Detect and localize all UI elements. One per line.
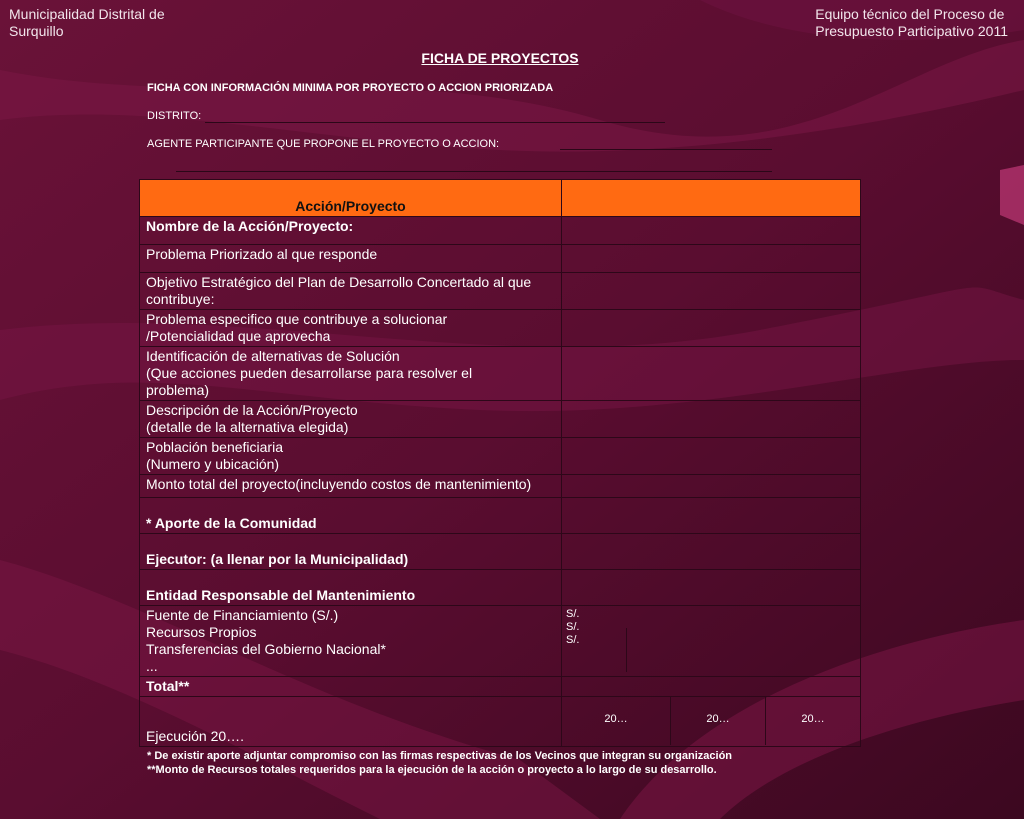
table-row (140, 677, 861, 697)
year-1[interactable]: 20… (562, 697, 671, 745)
footnote-1: * De existir aporte adjuntar compromiso con las firmas respectivas de los Vecinos que integran su organización (147, 750, 733, 762)
header-cell (140, 180, 562, 217)
fuente-line1: Fuente de Financiamiento (S/.) (146, 607, 339, 623)
team-line2: Presupuesto Participativo 2011 (815, 23, 1008, 39)
table-row (140, 570, 861, 606)
year-2[interactable]: 20… (671, 697, 766, 745)
soles-divider (626, 628, 627, 672)
ejecutor-label: Ejecutor: (a llenar por la Municipalidad) (140, 534, 562, 570)
problema-priorizado-value[interactable] (562, 245, 861, 273)
objetivo-label (140, 273, 562, 310)
ejecucion-years (562, 697, 861, 747)
table-row (140, 498, 861, 534)
descripcion-line1: Descripción de la Acción/Proyecto (146, 402, 358, 418)
municipality-line2: Surquillo (9, 23, 64, 39)
identificacion-value[interactable] (562, 347, 861, 401)
soles-propios: S/. (566, 608, 580, 620)
agente-underline-2 (176, 171, 772, 172)
descripcion-line2: (detalle de la alternativa elegida) (146, 419, 349, 435)
objetivo-value[interactable] (562, 273, 861, 310)
problema-especifico-label (140, 310, 562, 347)
table-row (140, 475, 861, 498)
aporte-label: * Aporte de la Comunidad (140, 498, 562, 534)
agente-label: AGENTE PARTICIPANTE QUE PROPONE EL PROYECTO O ACCION: (147, 138, 500, 150)
soles-transferencias: S/. (566, 621, 580, 633)
table-header-row (140, 180, 861, 217)
fuente-label (140, 606, 562, 677)
agente-underline (560, 149, 772, 150)
table-row (140, 347, 861, 401)
nombre-value[interactable] (562, 217, 861, 245)
fuente-line3: Transferencias del Gobierno Nacional* (146, 641, 386, 657)
problema-esp-line1: Problema especifico que contribuye a solucionar (146, 311, 448, 327)
footnotes (147, 749, 732, 777)
fuente-value[interactable] (562, 606, 861, 677)
distrito-underline (205, 122, 665, 123)
identificacion-line1: Identificación de alternativas de Solución (146, 348, 400, 364)
ejecucion-label: Ejecución 20…. (140, 697, 562, 747)
soles-otros: S/. (566, 634, 580, 646)
identificacion-line2: (Que acciones pueden desarrollarse para resolver el (146, 365, 473, 381)
problema-priorizado-label: Problema Priorizado al que responde (140, 245, 562, 273)
header-label: Acción/Proyecto (295, 198, 406, 214)
table-row (140, 273, 861, 310)
objetivo-line1: Objetivo Estratégico del Plan de Desarrollo Concertado al que (146, 274, 532, 290)
municipality-line1: Municipalidad Distrital de (9, 6, 165, 22)
table-row (140, 534, 861, 570)
soles-block (566, 608, 579, 647)
header-left (9, 6, 165, 40)
aporte-value[interactable] (562, 498, 861, 534)
table-row (140, 245, 861, 273)
header-value-cell (562, 180, 861, 217)
year-3[interactable]: 20… (801, 713, 825, 725)
monto-value[interactable] (562, 475, 861, 498)
table-row (140, 310, 861, 347)
team-line1: Equipo técnico del Proceso de (815, 6, 1005, 22)
table-row (140, 217, 861, 245)
total-label: Total** (140, 677, 562, 697)
poblacion-label (140, 438, 562, 475)
subtitle: FICHA CON INFORMACIÓN MINIMA POR PROYECTO O ACCION PRIORIZADA (147, 82, 554, 94)
page-title: FICHA DE PROYECTOS (421, 50, 579, 66)
entidad-value[interactable] (562, 570, 861, 606)
objetivo-line2: contribuye: (146, 291, 215, 307)
header-right (815, 6, 1008, 40)
descripcion-value[interactable] (562, 401, 861, 438)
poblacion-value[interactable] (562, 438, 861, 475)
nombre-label: Nombre de la Acción/Proyecto: (140, 217, 562, 245)
table-row (140, 697, 861, 747)
total-value[interactable] (562, 677, 861, 697)
descripcion-label (140, 401, 562, 438)
fuente-line4: ... (146, 658, 158, 674)
distrito-label: DISTRITO: (147, 110, 202, 122)
problema-esp-line2: /Potencialidad que aprovecha (146, 328, 331, 344)
problema-especifico-value[interactable] (562, 310, 861, 347)
entidad-label: Entidad Responsable del Mantenimiento (140, 570, 562, 606)
monto-label: Monto total del proyecto(incluyendo costos de mantenimiento) (140, 475, 562, 498)
table-row (140, 438, 861, 475)
identificacion-line3: problema) (146, 382, 210, 398)
table-row (140, 606, 861, 677)
footnote-2: **Monto de Recursos totales requeridos para la ejecución de la acción o proyecto a lo largo de su desarrollo. (147, 764, 717, 776)
fuente-line2: Recursos Propios (146, 624, 257, 640)
table-row (140, 401, 861, 438)
ejecutor-value[interactable] (562, 534, 861, 570)
identificacion-label (140, 347, 562, 401)
poblacion-line2: (Numero y ubicación) (146, 456, 280, 472)
poblacion-line1: Población beneficiaria (146, 439, 283, 455)
project-table (139, 179, 861, 747)
